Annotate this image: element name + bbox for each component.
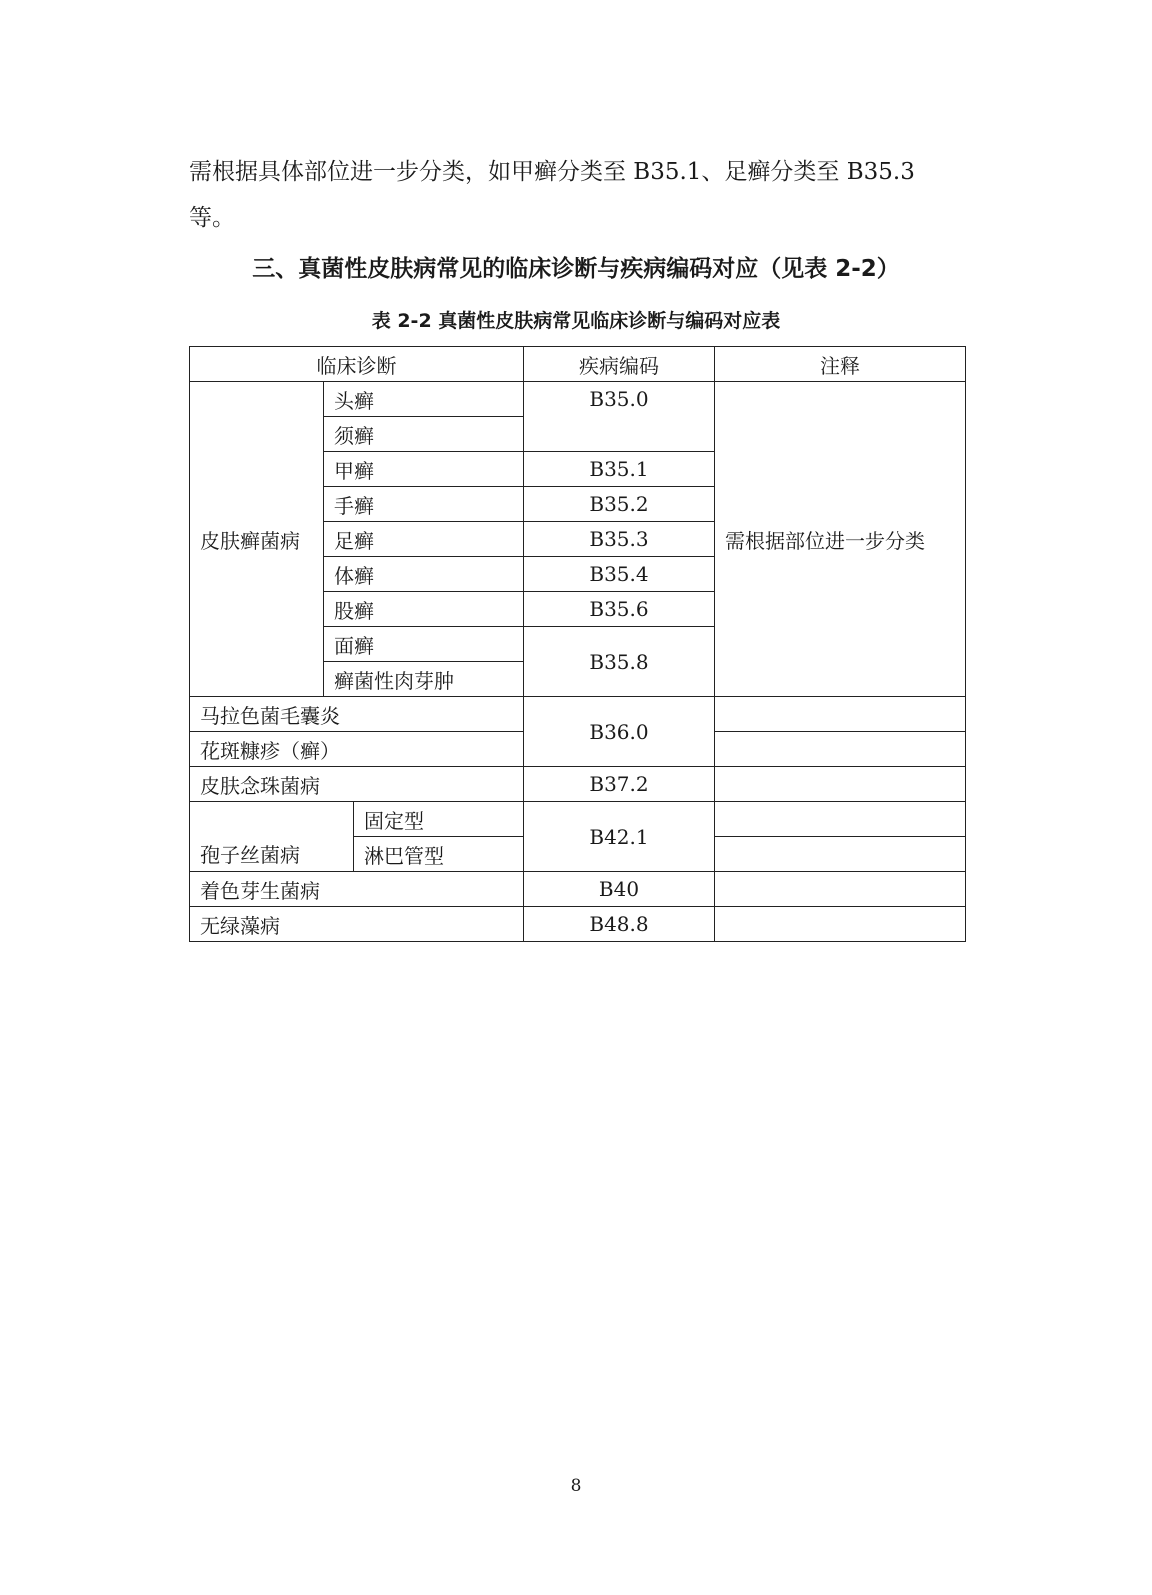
table-row (190, 382, 966, 417)
code-cell: B35.4 (524, 557, 715, 592)
header-note: 注释 (715, 347, 966, 382)
note-cell (715, 697, 966, 732)
diagnosis-cell: 头癣 (324, 382, 524, 417)
diagnosis-code-table (189, 346, 966, 942)
table-row (190, 767, 966, 802)
table-row (190, 697, 966, 732)
diagnosis-cell: 花斑糠疹（癣） (190, 732, 524, 767)
code-cell: B37.2 (524, 767, 715, 802)
diagnosis-cell: 足癣 (324, 522, 524, 557)
diagnosis-cell: 体癣 (324, 557, 524, 592)
code-cell: B35.0 (524, 382, 715, 452)
diagnosis-cell: 癣菌性肉芽肿 (324, 662, 524, 697)
code-cell: B35.1 (524, 452, 715, 487)
code-cell: B35.8 (524, 627, 715, 697)
code-cell: B35.6 (524, 592, 715, 627)
note-cell (715, 767, 966, 802)
diagnosis-cell: 着色芽生菌病 (190, 872, 524, 907)
note-skin-tinea: 需根据部位进一步分类 (715, 382, 966, 697)
code-cell: B36.0 (524, 697, 715, 767)
group-sporotrichosis: 孢子丝菌病 (190, 802, 354, 872)
page-number: 8 (570, 1476, 582, 1496)
body-text-line-1: 需根据具体部位进一步分类，如甲癣分类至 B35.1、足癣分类至 B35.3 (189, 159, 915, 185)
diagnosis-cell: 无绿藻病 (190, 907, 524, 942)
diagnosis-cell: 马拉色菌毛囊炎 (190, 697, 524, 732)
diagnosis-cell: 股癣 (324, 592, 524, 627)
header-code: 疾病编码 (524, 347, 715, 382)
note-cell (715, 872, 966, 907)
section-heading: 三、真菌性皮肤病常见的临床诊断与疾病编码对应（见表 2-2） (252, 256, 900, 282)
note-cell (715, 907, 966, 942)
note-cell (715, 837, 966, 872)
diagnosis-cell: 甲癣 (324, 452, 524, 487)
table-row (190, 907, 966, 942)
note-cell (715, 732, 966, 767)
diagnosis-cell: 淋巴管型 (354, 837, 524, 872)
code-cell: B35.3 (524, 522, 715, 557)
note-cell (715, 802, 966, 837)
body-text-line-2: 等。 (189, 205, 235, 231)
diagnosis-cell: 面癣 (324, 627, 524, 662)
table-row (190, 802, 966, 837)
code-cell: B42.1 (524, 802, 715, 872)
table-header-row (190, 347, 966, 382)
diagnosis-cell: 手癣 (324, 487, 524, 522)
code-cell: B40 (524, 872, 715, 907)
code-cell: B48.8 (524, 907, 715, 942)
table-row (190, 872, 966, 907)
diagnosis-cell: 须癣 (324, 417, 524, 452)
header-diagnosis: 临床诊断 (190, 347, 524, 382)
group-skin-tinea: 皮肤癣菌病 (190, 382, 324, 697)
diagnosis-cell: 固定型 (354, 802, 524, 837)
table-caption: 表 2-2 真菌性皮肤病常见临床诊断与编码对应表 (371, 310, 781, 332)
code-cell: B35.2 (524, 487, 715, 522)
diagnosis-cell: 皮肤念珠菌病 (190, 767, 524, 802)
